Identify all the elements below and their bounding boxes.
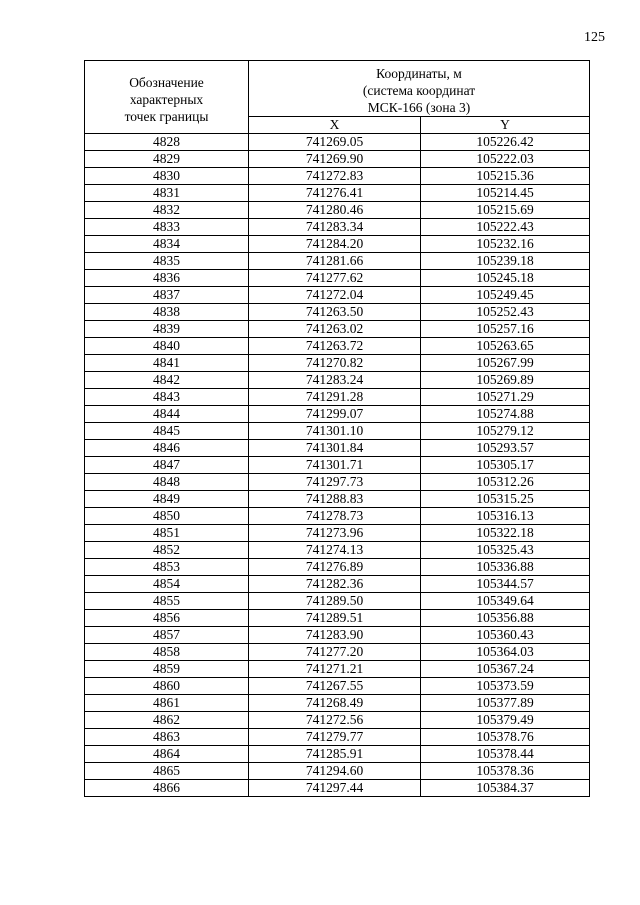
y-coordinate-cell: 105269.89 [421,372,590,389]
y-coordinate-cell: 105257.16 [421,321,590,338]
y-coordinate-cell: 105222.03 [421,151,590,168]
y-coordinate-cell: 105232.16 [421,236,590,253]
table-row [85,151,590,168]
y-coordinate-cell: 105378.36 [421,763,590,780]
point-number-cell: 4835 [85,253,249,270]
table-row [85,729,590,746]
x-coordinate-cell: 741267.55 [249,678,421,695]
point-number-cell: 4865 [85,763,249,780]
x-coordinate-cell: 741285.91 [249,746,421,763]
table-row [85,746,590,763]
table-row [85,508,590,525]
y-coordinate-cell: 105245.18 [421,270,590,287]
x-coordinate-cell: 741291.28 [249,389,421,406]
point-number-cell: 4863 [85,729,249,746]
table-row [85,406,590,423]
x-coordinate-cell: 741280.46 [249,202,421,219]
y-coordinate-cell: 105222.43 [421,219,590,236]
x-coordinate-cell: 741278.73 [249,508,421,525]
x-coordinate-cell: 741288.83 [249,491,421,508]
point-number-cell: 4837 [85,287,249,304]
table-row [85,372,590,389]
y-coordinate-cell: 105364.03 [421,644,590,661]
table-header [85,61,590,134]
point-header-line-2: характерных [129,91,204,107]
point-number-cell: 4832 [85,202,249,219]
table-row [85,270,590,287]
y-coordinate-cell: 105279.12 [421,423,590,440]
table-row [85,695,590,712]
x-coordinate-cell: 741281.66 [249,253,421,270]
table-row [85,525,590,542]
table-row [85,610,590,627]
point-number-cell: 4842 [85,372,249,389]
x-coordinate-cell: 741299.07 [249,406,421,423]
point-number-cell: 4831 [85,185,249,202]
x-coordinate-cell: 741297.44 [249,780,421,797]
table-row [85,168,590,185]
x-coordinate-cell: 741274.13 [249,542,421,559]
x-coordinate-cell: 741283.34 [249,219,421,236]
table-row [85,185,590,202]
table-row [85,355,590,372]
table-row [85,440,590,457]
y-coordinate-cell: 105378.76 [421,729,590,746]
table-row [85,423,590,440]
point-number-cell: 4850 [85,508,249,525]
table-row [85,304,590,321]
point-header-line-3: точек границы [124,108,209,124]
x-coordinate-cell: 741263.02 [249,321,421,338]
x-coordinate-cell: 741277.62 [249,270,421,287]
table-row [85,219,590,236]
coords-header-line-2: (система координат [362,82,476,98]
table-row [85,338,590,355]
table-row [85,474,590,491]
point-number-cell: 4862 [85,712,249,729]
y-coordinate-cell: 105384.37 [421,780,590,797]
y-coordinate-cell: 105379.49 [421,712,590,729]
point-number-cell: 4839 [85,321,249,338]
point-number-cell: 4830 [85,168,249,185]
table-row [85,236,590,253]
point-number-cell: 4861 [85,695,249,712]
table-row [85,457,590,474]
x-coordinate-cell: 741271.21 [249,661,421,678]
table-row [85,253,590,270]
x-coordinate-cell: 741269.90 [249,151,421,168]
table-row [85,389,590,406]
coords-header-line-3: МСК-166 (зона 3) [367,99,471,115]
table-row [85,763,590,780]
x-coordinate-cell: 741289.50 [249,593,421,610]
point-number-cell: 4834 [85,236,249,253]
x-coordinate-cell: 741279.77 [249,729,421,746]
point-number-cell: 4848 [85,474,249,491]
point-number-cell: 4852 [85,542,249,559]
y-coordinate-cell: 105360.43 [421,627,590,644]
x-coordinate-cell: 741272.56 [249,712,421,729]
point-number-cell: 4833 [85,219,249,236]
coords-header-line-1: Координаты, м [376,65,462,81]
point-number-cell: 4838 [85,304,249,321]
point-header-line-1: Обозначение [129,74,204,90]
point-number-cell: 4843 [85,389,249,406]
point-number-cell: 4845 [85,423,249,440]
x-coordinate-cell: 741277.20 [249,644,421,661]
point-number-cell: 4866 [85,780,249,797]
y-coordinate-cell: 105252.43 [421,304,590,321]
x-coordinate-cell: 741282.36 [249,576,421,593]
y-coordinate-cell: 105349.64 [421,593,590,610]
page-number: 125 [584,30,605,45]
point-number-cell: 4840 [85,338,249,355]
point-number-cell: 4856 [85,610,249,627]
point-number-cell: 4859 [85,661,249,678]
point-number-cell: 4864 [85,746,249,763]
x-coordinate-cell: 741263.72 [249,338,421,355]
y-coordinate-cell: 105226.42 [421,134,590,151]
point-number-cell: 4829 [85,151,249,168]
coordinates-header [249,61,590,117]
y-coordinate-cell: 105274.88 [421,406,590,423]
point-number-cell: 4851 [85,525,249,542]
x-coordinate-cell: 741263.50 [249,304,421,321]
y-coordinate-cell: 105377.89 [421,695,590,712]
point-number-cell: 4836 [85,270,249,287]
table-row [85,287,590,304]
y-coordinate-cell: 105239.18 [421,253,590,270]
y-coordinate-cell: 105315.25 [421,491,590,508]
table-row [85,627,590,644]
table-row [85,559,590,576]
point-number-cell: 4846 [85,440,249,457]
y-coordinate-cell: 105356.88 [421,610,590,627]
point-number-cell: 4847 [85,457,249,474]
table-row [85,134,590,151]
point-number-cell: 4849 [85,491,249,508]
table-row [85,576,590,593]
table-row [85,542,590,559]
y-coordinate-cell: 105312.26 [421,474,590,491]
y-column-header: Y [421,117,590,134]
x-coordinate-cell: 741269.05 [249,134,421,151]
table-row [85,780,590,797]
y-coordinate-cell: 105373.59 [421,678,590,695]
x-coordinate-cell: 741276.89 [249,559,421,576]
point-number-cell: 4855 [85,593,249,610]
x-coordinate-cell: 741276.41 [249,185,421,202]
y-coordinate-cell: 105293.57 [421,440,590,457]
y-coordinate-cell: 105344.57 [421,576,590,593]
point-number-cell: 4854 [85,576,249,593]
point-number-cell: 4857 [85,627,249,644]
table-row [85,321,590,338]
x-column-header: X [249,117,421,134]
y-coordinate-cell: 105325.43 [421,542,590,559]
y-coordinate-cell: 105305.17 [421,457,590,474]
y-coordinate-cell: 105316.13 [421,508,590,525]
y-coordinate-cell: 105322.18 [421,525,590,542]
point-number-cell: 4853 [85,559,249,576]
table-row [85,678,590,695]
table-row [85,491,590,508]
y-coordinate-cell: 105214.45 [421,185,590,202]
x-coordinate-cell: 741283.90 [249,627,421,644]
point-designation-header [85,61,249,134]
table-row [85,593,590,610]
x-coordinate-cell: 741273.96 [249,525,421,542]
x-coordinate-cell: 741268.49 [249,695,421,712]
table-body [85,134,590,797]
point-number-cell: 4828 [85,134,249,151]
point-number-cell: 4841 [85,355,249,372]
x-coordinate-cell: 741284.20 [249,236,421,253]
table-row [85,661,590,678]
x-coordinate-cell: 741272.83 [249,168,421,185]
table-row [85,202,590,219]
y-coordinate-cell: 105249.45 [421,287,590,304]
x-coordinate-cell: 741301.84 [249,440,421,457]
x-coordinate-cell: 741297.73 [249,474,421,491]
x-coordinate-cell: 741270.82 [249,355,421,372]
point-number-cell: 4858 [85,644,249,661]
point-number-cell: 4860 [85,678,249,695]
y-coordinate-cell: 105215.69 [421,202,590,219]
table-row [85,712,590,729]
y-coordinate-cell: 105271.29 [421,389,590,406]
x-coordinate-cell: 741272.04 [249,287,421,304]
table-row [85,644,590,661]
y-coordinate-cell: 105267.99 [421,355,590,372]
y-coordinate-cell: 105263.65 [421,338,590,355]
x-coordinate-cell: 741294.60 [249,763,421,780]
point-number-cell: 4844 [85,406,249,423]
y-coordinate-cell: 105367.24 [421,661,590,678]
x-coordinate-cell: 741301.10 [249,423,421,440]
x-coordinate-cell: 741289.51 [249,610,421,627]
y-coordinate-cell: 105215.36 [421,168,590,185]
y-coordinate-cell: 105336.88 [421,559,590,576]
x-coordinate-cell: 741283.24 [249,372,421,389]
y-coordinate-cell: 105378.44 [421,746,590,763]
boundary-coordinates-table [84,60,590,797]
x-coordinate-cell: 741301.71 [249,457,421,474]
